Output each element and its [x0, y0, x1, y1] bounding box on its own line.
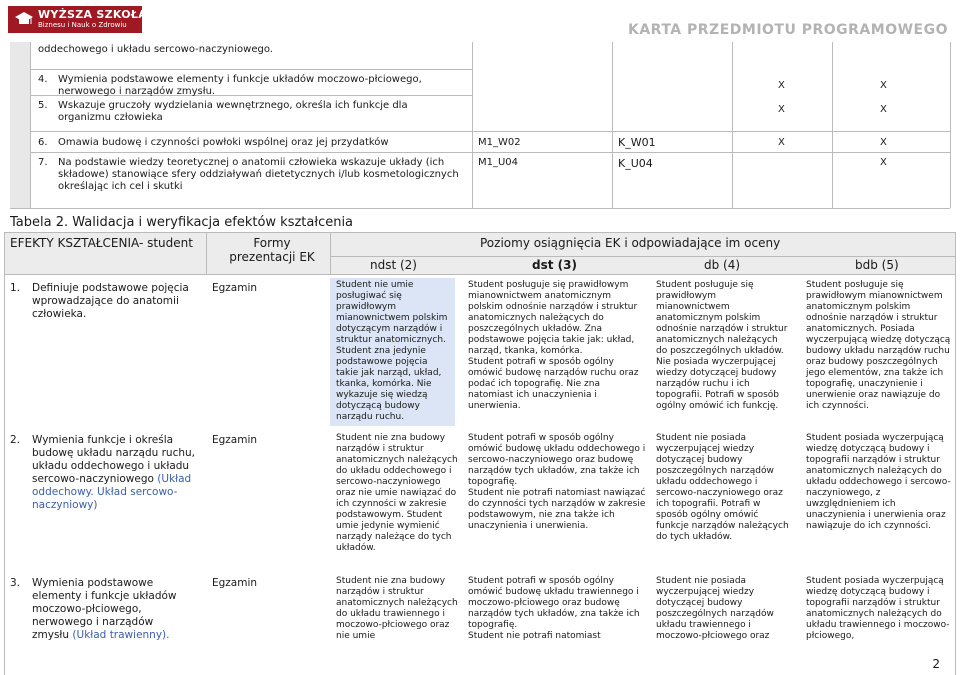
top-row-4-x1: X: [778, 80, 785, 91]
top-row-4-num: 4.: [38, 74, 48, 85]
row-2-effect-topic: (Układ oddechowy. Układ sercowo-naczyniowy): [32, 473, 192, 511]
header-effects: EFEKTY KSZTAŁCENIA- student: [10, 236, 193, 250]
graduation-cap-icon: [14, 9, 34, 29]
row-3-db: Student nie posiada wyczerpującej wiedzy dotyczącej budowy poszczególnych narządów układu trawiennego i moczowo-płciowego oraz: [656, 576, 774, 641]
top-row-6-code1: M1_W02: [478, 137, 521, 148]
row-2-bdb: Student posiada wyczerpującą wiedzę dotyczącą budowy i topografii narządów i struktur anatomicznych należących do układu oddechowego i sercowo-naczyniowego, z uwzględnieniem ich unaczynienia i unerwienia oraz nawiązuje do ich czynności.: [806, 433, 951, 531]
row-3-effect-topic: (Układ trawienny).: [72, 629, 170, 641]
row-3-effect: [32, 577, 192, 642]
grade-db: db (4): [704, 258, 741, 272]
top-row-5-text: Wskazuje gruczoły wydzielania wewnętrznego, określa ich funkcje dla organizmu człowieka: [58, 100, 408, 123]
row-3-form: Egzamin: [212, 577, 258, 589]
row-1-bdb: Student posługuje się prawidłowym mianownictwem anatomicznym polskim odnośnie narządów i struktur anatomicznych. Posiada wyczerpującą wiedzę dotyczącą budowy układu narządów ruchu oraz budowy poszczególnych jego elementów, zna także ich topografię, unaczynienie i unerwienie oraz nawiązuje do ich czynności.: [806, 280, 951, 411]
top-table-margin: [10, 42, 30, 208]
top-row-5-x2: X: [880, 104, 887, 115]
row-2-effect-text: Wymienia funkcje i określa budowę układu narządu ruchu, układu oddechowego i układu sercowo-naczyniowego: [32, 434, 196, 485]
header-forms: Formy prezentacji EK: [229, 236, 315, 264]
page-number: 2: [932, 657, 940, 671]
row-1-effect: Definiuje podstawowe pojęcia wprowadzające do anatomii człowieka.: [32, 282, 189, 320]
row-2-num: 2.: [10, 434, 21, 446]
top-row-7-code1: M1_U04: [478, 157, 519, 168]
top-row-4-x2: X: [880, 80, 887, 91]
section-title: Tabela 2. Walidacja i weryfikacja efektów kształcenia: [10, 215, 354, 230]
top-row-6-x2: X: [880, 137, 887, 148]
top-row-7-x2: X: [880, 157, 887, 168]
row-3-effect-text: Wymienia podstawowe elementy i funkcje układów moczowo-płciowego, nerwowego i narządów zmysłu: [32, 577, 177, 641]
row-3-dst: Student potrafi w sposób ogólny omówić budowę układu trawiennego i moczowo-płciowego oraz budowę narządów tych układów, zna także ich topografię. Student nie potrafi natomiast: [468, 576, 640, 641]
row-1-num: 1.: [10, 282, 21, 294]
row-2-form: Egzamin: [212, 434, 258, 446]
top-row-continued: oddechowego i układu sercowo-naczyniowego.: [38, 44, 273, 55]
top-row-7-code2: K_U04: [618, 157, 653, 170]
top-row-4-text: Wymienia podstawowe elementy i funkcje układów moczowo-płciowego, nerwowego i narządów zmysłu.: [58, 74, 422, 97]
row-3-num: 3.: [10, 577, 21, 589]
row-1-ndst: Student nie umie posługiwać się prawidłowym mianownictwem polskim dotyczącym narządów i struktur anatomicznych. Student zna jedynie podstawowe pojęcia takie jak narząd, układ, tkanka, komórka. Nie wykazuje się wiedzą dotyczącą budowy narządu ruchu.: [336, 280, 448, 422]
row-2-ndst: Student nie zna budowy narządów i struktur anatomicznych należących do układu oddechowego i sercowo-naczyniowego oraz nie umie nawiązać do ich czynności w zakresie podstawowym. Student umie jedynie wymienić narządy należące do tych układów.: [336, 433, 458, 553]
top-row-6-text: Omawia budowę i czynności powłoki wspólnej oraz jej przydatków: [58, 137, 389, 148]
top-row-7-num: 7.: [38, 157, 48, 168]
row-2-dst: Student potrafi w sposób ogólny omówić budowę układu oddechowego i sercowo-naczyniowego oraz budowę narządów tych układów, zna także ich topografię. Student nie potrafi natomiast nawiązać do czynności tych narządów w zakresie podstawowym, nie zna także ich unaczynienia i unerwienia.: [468, 433, 646, 531]
row-2-effect: [32, 434, 202, 512]
grade-bdb: bdb (5): [855, 258, 899, 272]
header-levels: Poziomy osiągnięcia EK i odpowiadające im oceny: [480, 236, 781, 250]
page-title: KARTA PRZEDMIOTU PROGRAMOWEGO: [628, 22, 948, 38]
university-logo: [8, 6, 148, 32]
top-row-5-x1: X: [778, 104, 785, 115]
logo-badge: [8, 6, 148, 33]
row-3-ndst: Student nie zna budowy narządów i struktur anatomicznych należących do układu trawiennego i moczowo-płciowego oraz nie umie: [336, 576, 458, 641]
top-row-6-x1: X: [778, 137, 785, 148]
row-1-form: Egzamin: [212, 282, 258, 294]
top-row-6-code2: K_W01: [618, 136, 656, 149]
logo-subtitle: Biznesu i Nauk o Zdrowiu: [38, 21, 127, 29]
top-row-6-num: 6.: [38, 137, 48, 148]
grade-dst: dst (3): [532, 258, 577, 272]
grade-ndst: ndst (2): [370, 258, 417, 272]
row-1-dst: Student posługuje się prawidłowym mianownictwem anatomicznym polskim odnośnie narządów i struktur anatomicznych należących do poszczególnych układów. Zna podstawowe pojęcia takie jak: układ, narząd, tkanka, komórka. Student potrafi w sposób ogólny omówić budowę narządów ruchu oraz podać ich topografię. Nie zna natomiast ich unaczynienia i unerwienia.: [468, 280, 639, 411]
top-row-7-text: Na podstawie wiedzy teoretycznej o anatomii człowieka wskazuje układy (ich składowe) stanowiące sfery oddziaływań dietetycznych i/lub kosmetologicznych określając ich cel i skutki: [58, 157, 459, 192]
row-1-db: Student posługuje się prawidłowym mianownictwem anatomicznym polskim odnośnie narządów i struktur anatomicznych należących do poszczególnych układów. Nie posiada wyczerpującej wiedzy dotyczącej budowy narządów ruchu i ich topografii. Potrafi w sposób ogólny omówić ich funkcję.: [656, 280, 788, 411]
row-2-db: Student nie posiada wyczerpującej wiedzy dotyczącej budowy poszczególnych narządów układu oddechowego i sercowo-naczyniowego oraz ich topografii. Potrafi w sposób ogólny omówić funkcje narządów należących do tych układów.: [656, 433, 789, 542]
row-3-bdb: Student posiada wyczerpującą wiedzę dotyczącą budowy i topografii narządów i struktur anatomicznych należących do układu trawiennego i moczowo-płciowego,: [806, 576, 950, 641]
logo-name: WYŻSZA SZKOŁA: [38, 8, 148, 21]
top-row-5-num: 5.: [38, 100, 48, 111]
